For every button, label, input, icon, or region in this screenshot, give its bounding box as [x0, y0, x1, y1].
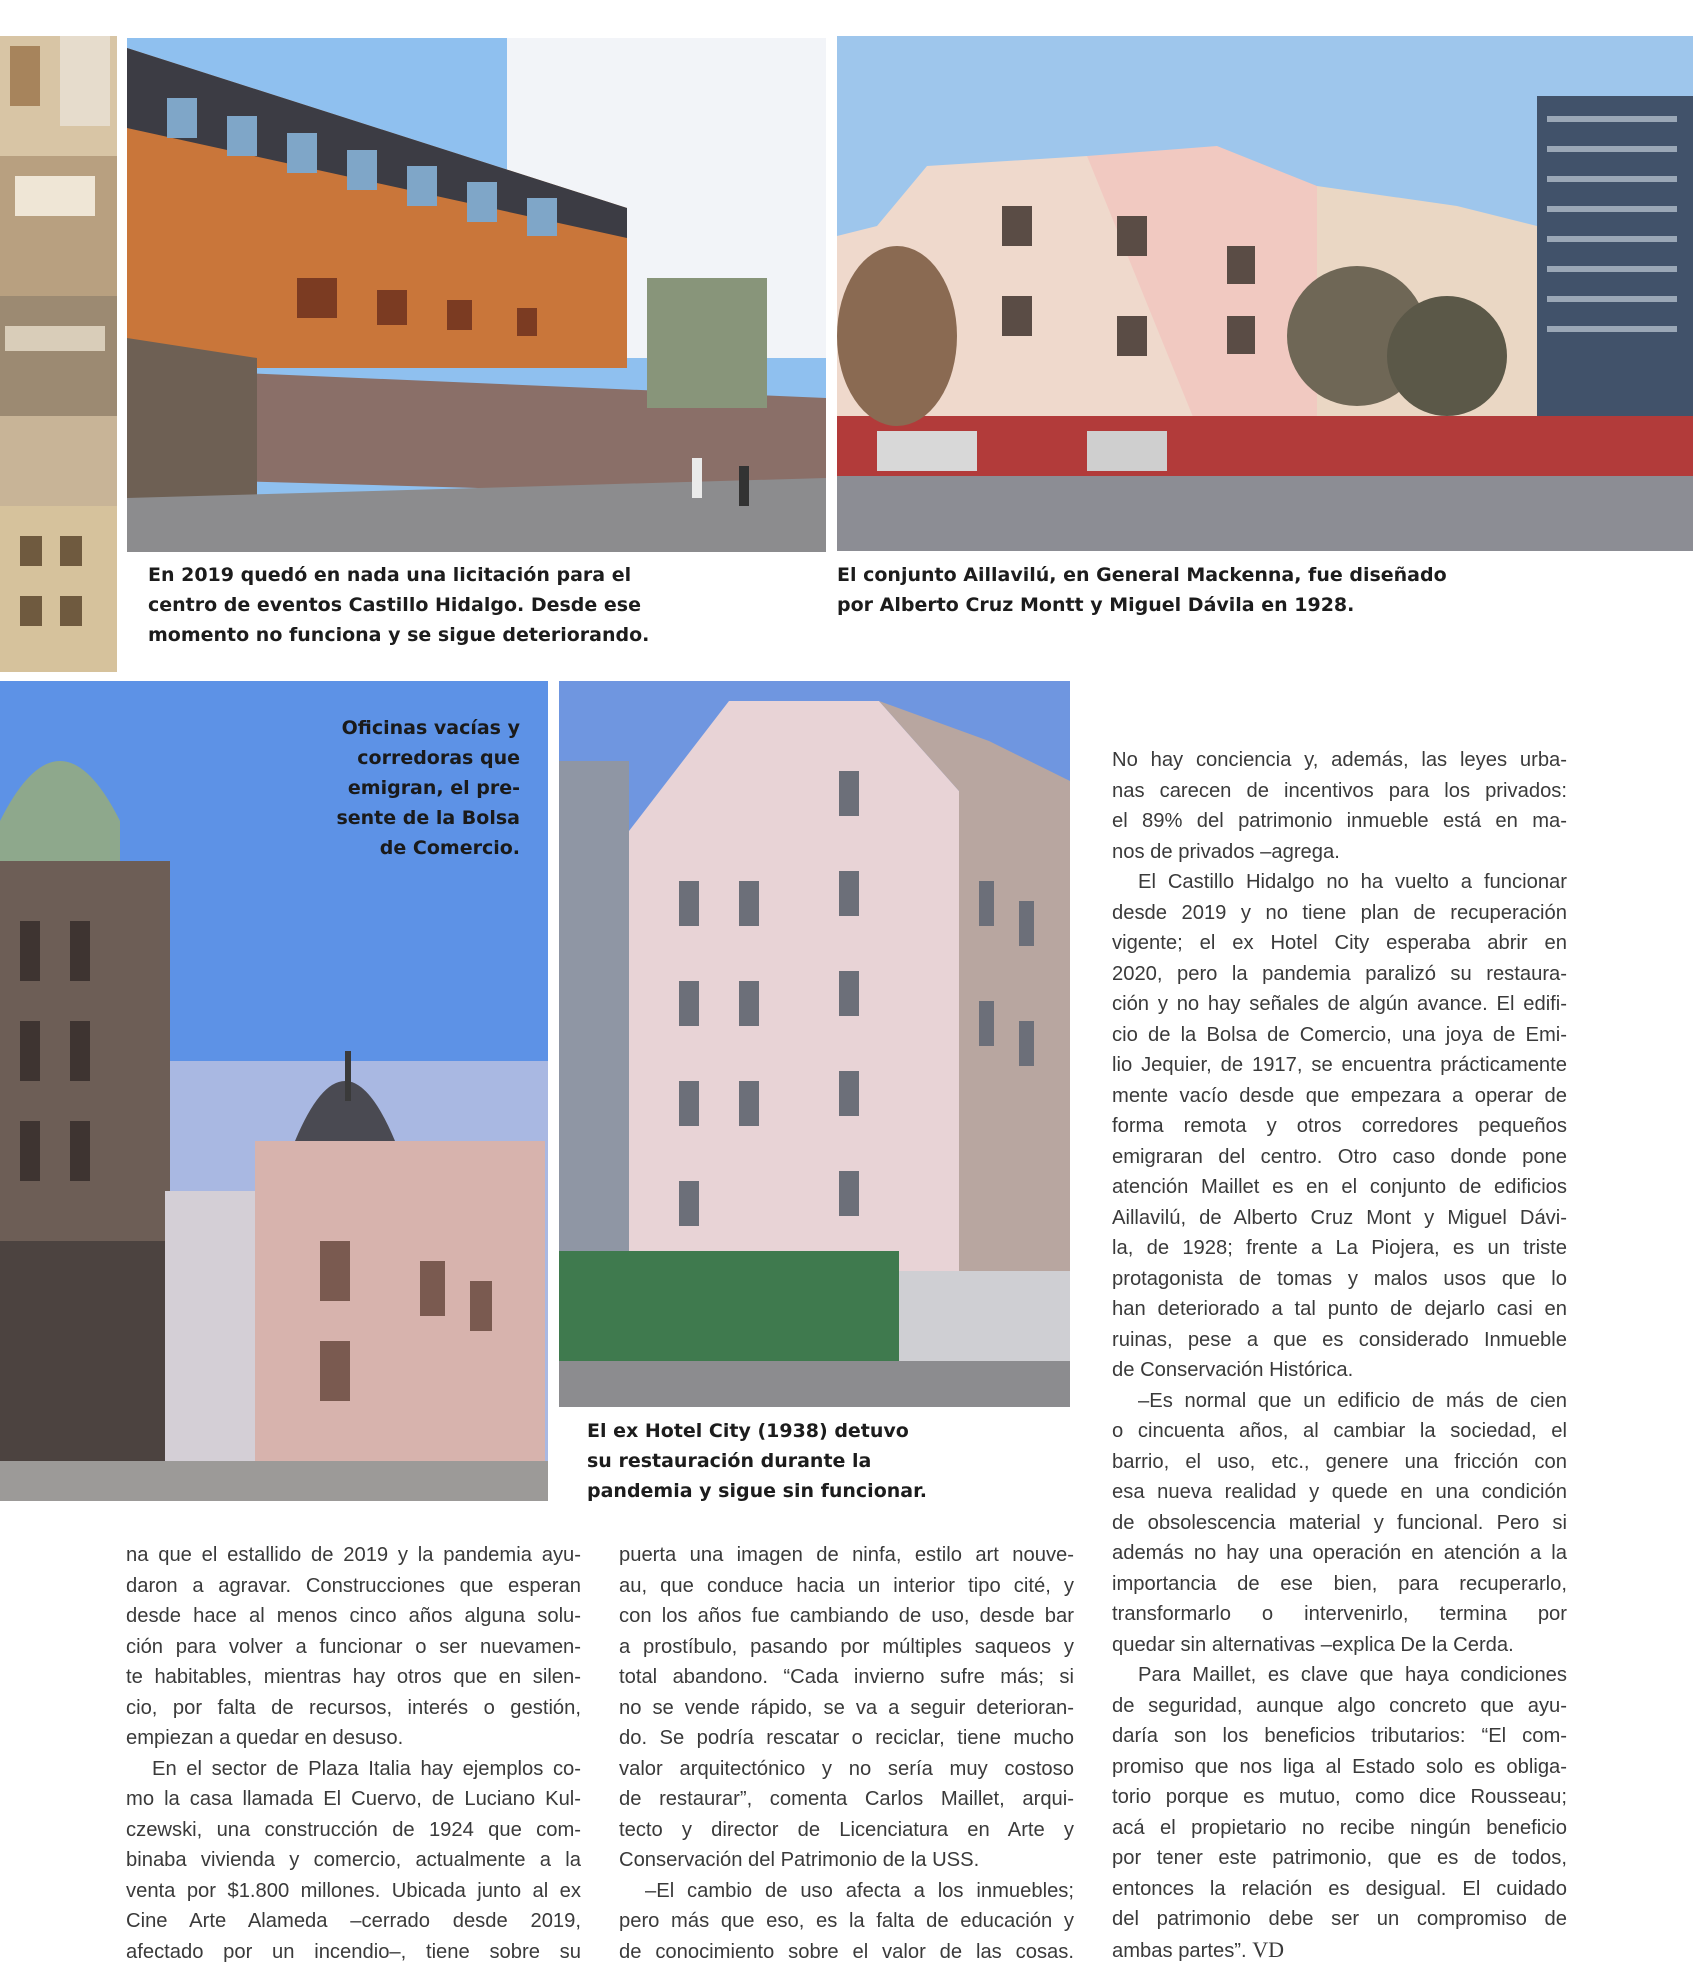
- text-line: venta por $1.800 millones. Ubicada junto al ex: [126, 1879, 581, 1902]
- text-line: no se vende rápido, se va a seguir deterioran-: [619, 1696, 1074, 1719]
- text-line: importancia de ese bien, para recuperarlo,: [1112, 1572, 1567, 1595]
- text-line: la, de 1928; frente a La Piojera, es un triste: [1112, 1237, 1567, 1259]
- text-line: lio Jequier, de 1917, se encuentra prácticamente: [1112, 1054, 1567, 1076]
- text-line-final: [1112, 1935, 1567, 1966]
- text-line: valor arquitectónico y no sería muy costoso: [619, 1757, 1074, 1780]
- text-line: vigente; el ex Hotel City esperaba abrir en: [1112, 932, 1567, 954]
- text-line: Conservación del Patrimonio de la USS.: [619, 1849, 980, 1871]
- text-line: promiso que nos liga al Estado solo es obliga-: [1112, 1755, 1567, 1778]
- caption-line: emigran, el pre-: [347, 777, 520, 799]
- text-line: a prostíbulo, pasando por múltiples saqueos y: [619, 1635, 1074, 1658]
- caption-line: sente de la Bolsa: [336, 807, 520, 829]
- caption-ex-hotel-city: [587, 1416, 927, 1506]
- text-line: forma remota y otros corredores pequeños: [1112, 1115, 1567, 1137]
- text-line: Aillavilú, de Alberto Cruz Mont y Miguel Dávi-: [1112, 1206, 1567, 1229]
- text-line: mo la casa llamada El Cuervo, de Luciano Kul-: [126, 1788, 581, 1810]
- text-line: además no hay una operación en atención a la: [1112, 1542, 1567, 1564]
- caption-aillavilu: [837, 560, 1447, 620]
- caption-line: El ex Hotel City (1938) detuvo: [587, 1420, 909, 1442]
- text-line: quedar sin alternativas –explica De la Cerda.: [1112, 1633, 1514, 1656]
- text-line: cio de la Bolsa de Comercio, una joya de Emi-: [1112, 1023, 1567, 1046]
- caption-line: En 2019 quedó en nada una licitación para el: [148, 564, 632, 586]
- text-line: Para Maillet, es clave que haya condiciones: [1138, 1664, 1567, 1686]
- text-line: de conocimiento sobre el valor de las cosas.: [619, 1940, 1074, 1963]
- caption-castillo-hidalgo: [148, 560, 649, 650]
- text-line: o cincuenta años, al cambiar la sociedad, el: [1112, 1420, 1567, 1442]
- text-line: te habitables, mientras hay otros que en silen-: [126, 1666, 581, 1688]
- text-line: esa nueva realidad y quede en una condición: [1112, 1481, 1567, 1503]
- text-line: No hay conciencia y, además, las leyes urba-: [1112, 749, 1567, 771]
- text-line: cio, por falta de recursos, interés o gestión,: [126, 1696, 581, 1719]
- text-line: emigraran del centro. Otro caso donde pone: [1112, 1145, 1567, 1168]
- text-line: han deteriorado a tal punto de dejarlo casi en: [1112, 1298, 1567, 1320]
- text-line: del patrimonio debe ser un compromiso de: [1112, 1908, 1567, 1930]
- text-line: do. Se podría rescatar o reciclar, tiene mucho: [619, 1727, 1074, 1749]
- caption-line: momento no funciona y se sigue deteriorando.: [148, 624, 650, 646]
- text-line: daría son los beneficios tributarios: “El com-: [1112, 1725, 1567, 1747]
- text-line: na que el estallido de 2019 y la pandemia ayu-: [126, 1544, 581, 1566]
- caption-line: pandemia y sigue sin funcionar.: [587, 1480, 927, 1502]
- text-line: empiezan a quedar en desuso.: [126, 1727, 404, 1749]
- text-line: au, que conduce hacia un interior tipo cité, y: [619, 1574, 1074, 1597]
- text-line: puerta una imagen de ninfa, estilo art nouve-: [619, 1544, 1074, 1566]
- text-line: ruinas, pese a que es considerado Inmueble: [1112, 1328, 1567, 1351]
- text-line: por tener este patrimonio, que es de todos,: [1112, 1847, 1567, 1869]
- photo-ex-hotel-city: [559, 681, 1070, 1407]
- text-line: Cine Arte Alameda –cerrado desde 2019,: [126, 1910, 581, 1932]
- text-line: nas carecen de incentivos para los privados:: [1112, 779, 1567, 802]
- text-line: afectado por un incendio–, tiene sobre su: [126, 1940, 581, 1963]
- text-line: En el sector de Plaza Italia hay ejemplos co-: [152, 1757, 581, 1780]
- text-line: de Conservación Histórica.: [1112, 1359, 1354, 1381]
- text-line: mente vacío desde que empezara a operar de: [1112, 1084, 1567, 1107]
- text-line: total abandono. “Cada invierno sufre más; si: [619, 1666, 1074, 1688]
- text-line: con los años fue cambiando de uso, desde bar: [619, 1605, 1074, 1627]
- text-line: ción para volver a funcionar o ser nuevamen-: [126, 1635, 581, 1658]
- article-column-1: [126, 1540, 581, 1967]
- text-line: el 89% del patrimonio inmueble está en ma-: [1112, 810, 1567, 832]
- text-line: tecto y director de Licenciatura en Arte y: [619, 1818, 1074, 1841]
- text-line: protagonista de tomas y malos usos que lo: [1112, 1267, 1567, 1290]
- caption-line: corredoras que: [357, 747, 520, 769]
- text-line: daron a agravar. Construcciones que esperan: [126, 1574, 581, 1597]
- photo-castillo-hidalgo: [127, 38, 826, 552]
- text-line: El Castillo Hidalgo no ha vuelto a funcionar: [1138, 871, 1567, 893]
- caption-bolsa-de-comercio: [300, 713, 520, 863]
- photo-conjunto-aillavilu: [837, 36, 1693, 551]
- text-line: acá el propietario no recibe ningún beneficio: [1112, 1816, 1567, 1839]
- text-line: de seguridad, aunque algo concreto que ayu-: [1112, 1694, 1567, 1717]
- text-line: de obsolescencia material y funcional. Pero si: [1112, 1511, 1567, 1534]
- text-line: desde 2019 y no tiene plan de recuperación: [1112, 901, 1567, 924]
- author-signature: VD: [1252, 1936, 1285, 1962]
- caption-line: Oficinas vacías y: [341, 717, 520, 739]
- text-line: –El cambio de uso afecta a los inmuebles;: [645, 1879, 1074, 1902]
- final-text: ambas partes”.: [1112, 1939, 1247, 1962]
- text-line: binaba vivienda y comercio, actualmente a la: [126, 1849, 581, 1871]
- text-line: nos de privados –agrega.: [1112, 840, 1340, 863]
- caption-line: El conjunto Aillavilú, en General Mackenna, fue diseñado: [837, 564, 1447, 586]
- text-line: –Es normal que un edificio de más de cien: [1138, 1389, 1567, 1412]
- text-line: transformarlo o intervenirlo, termina por: [1112, 1603, 1567, 1625]
- text-line: pero más que eso, es la falta de educación y: [619, 1910, 1074, 1932]
- article-column-2: [619, 1540, 1074, 1967]
- text-line: de restaurar”, comenta Carlos Maillet, arqui-: [619, 1788, 1074, 1810]
- text-line: 2020, pero la pandemia paralizó su restaura-: [1112, 962, 1567, 985]
- article-column-3: [1112, 745, 1567, 1965]
- text-line: torio porque es mutuo, como dice Rousseau;: [1112, 1786, 1567, 1808]
- text-line: czewski, una construcción de 1924 que com-: [126, 1818, 581, 1841]
- text-line: atención Maillet es en el conjunto de edificios: [1112, 1176, 1567, 1198]
- caption-line: su restauración durante la: [587, 1450, 872, 1472]
- caption-line: por Alberto Cruz Montt y Miguel Dávila en 1928.: [837, 594, 1355, 616]
- text-line: ción y no hay señales de algún avance. El edifi-: [1112, 993, 1567, 1015]
- caption-line: centro de eventos Castillo Hidalgo. Desde ese: [148, 594, 641, 616]
- text-line: entonces la relación es desigual. El cuidado: [1112, 1877, 1567, 1900]
- caption-line: de Comercio.: [379, 837, 520, 859]
- photo-left-city-strip: [0, 36, 117, 672]
- text-line: barrio, el uso, etc., genere una fricción con: [1112, 1450, 1567, 1473]
- text-line: desde hace al menos cinco años alguna solu-: [126, 1605, 581, 1627]
